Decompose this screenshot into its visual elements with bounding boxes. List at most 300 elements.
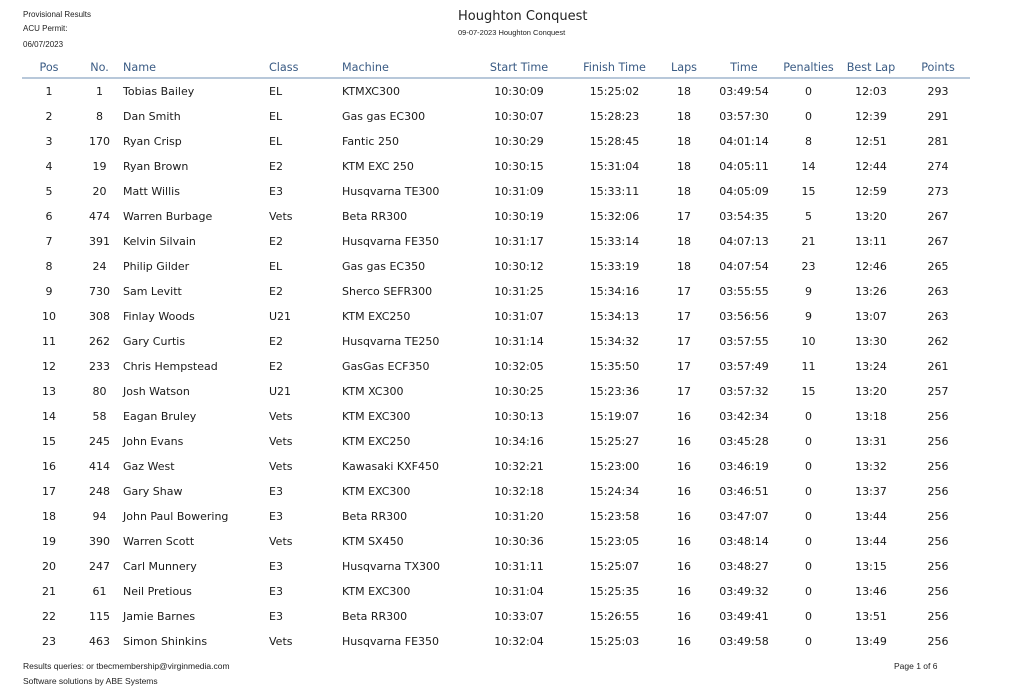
cell-best-lap: 13:18 [855,410,887,423]
cell-machine: GasGas ECF350 [342,360,430,373]
cell-number: 19 [92,160,107,173]
cell-points: 261 [927,360,949,373]
table-row [22,504,970,529]
cell-penalties: 11 [801,360,816,373]
column-header-time: Time [707,58,781,78]
cell-name: Chris Hempstead [123,360,218,373]
cell-start-time: 10:32:04 [494,635,544,648]
cell-start-time: 10:31:09 [494,185,544,198]
cell-laps: 18 [677,85,691,98]
cell-time: 04:07:54 [719,260,769,273]
cell-finish-time: 15:28:45 [589,135,640,148]
cell-name: Josh Watson [123,385,190,398]
cell-penalties: 0 [805,410,812,423]
cell-machine: KTM XC300 [342,385,404,398]
cell-name: Warren Burbage [123,210,213,223]
cell-points: 256 [927,460,949,473]
cell-best-lap: 13:51 [855,610,887,623]
cell-time: 03:49:58 [719,635,769,648]
cell-finish-time: 15:25:03 [589,635,640,648]
cell-time: 03:57:49 [719,360,769,373]
cell-best-lap: 13:20 [855,385,887,398]
cell-number: 308 [89,310,110,323]
cell-machine: KTM EXC300 [342,585,411,598]
cell-start-time: 10:33:07 [494,610,544,623]
column-header-name: Name [123,58,269,78]
cell-pos: 9 [45,285,53,298]
cell-class: U21 [269,310,292,323]
cell-best-lap: 13:30 [855,335,887,348]
cell-best-lap: 12:03 [855,85,887,98]
cell-number: 24 [92,260,107,273]
cell-class: Vets [269,410,293,423]
cell-machine: Beta RR300 [342,510,408,523]
cell-time: 03:48:14 [719,535,769,548]
cell-penalties: 0 [805,435,812,448]
cell-points: 256 [927,610,949,623]
cell-penalties: 0 [805,635,812,648]
cell-pos: 10 [42,310,56,323]
cell-time: 04:01:14 [719,135,769,148]
cell-number: 233 [89,360,110,373]
cell-number: 8 [96,110,103,123]
cell-name: John Paul Bowering [123,510,229,523]
cell-pos: 14 [42,410,56,423]
cell-name: Simon Shinkins [123,635,208,648]
cell-laps: 18 [677,110,691,123]
cell-pos: 8 [45,260,53,273]
table-row [22,104,970,129]
cell-points: 265 [927,260,949,273]
cell-finish-time: 15:34:16 [589,285,640,298]
cell-laps: 18 [677,235,691,248]
table-row [22,304,970,329]
cell-pos: 1 [45,85,53,98]
software-credit: Software solutions by ABE Systems [23,676,158,686]
column-header-penalties: Penalties [781,58,836,78]
cell-laps: 16 [677,535,691,548]
cell-finish-time: 15:25:27 [589,435,640,448]
cell-name: Sam Levitt [123,285,182,298]
cell-time: 04:07:13 [719,235,769,248]
table-row [22,229,970,254]
cell-name: John Evans [123,435,184,448]
cell-finish-time: 15:33:11 [589,185,640,198]
table-row [22,379,970,404]
cell-finish-time: 15:19:07 [589,410,640,423]
cell-pos: 22 [42,610,56,623]
cell-best-lap: 13:49 [855,635,887,648]
cell-best-lap: 13:44 [855,535,887,548]
cell-finish-time: 15:24:34 [589,485,640,498]
cell-finish-time: 15:25:35 [589,585,640,598]
cell-class: E3 [269,510,283,523]
cell-points: 256 [927,485,949,498]
cell-time: 03:46:51 [719,485,769,498]
cell-class: E3 [269,185,283,198]
cell-number: 20 [92,185,107,198]
cell-laps: 18 [677,185,691,198]
cell-penalties: 9 [805,285,812,298]
cell-pos: 15 [42,435,56,448]
cell-pos: 20 [42,560,56,573]
column-header-finish-time: Finish Time [568,58,661,78]
cell-start-time: 10:30:19 [494,210,544,223]
cell-points: 262 [927,335,949,348]
cell-time: 03:56:56 [719,310,769,323]
cell-machine: KTM EXC300 [342,485,411,498]
cell-number: 115 [89,610,110,623]
cell-best-lap: 13:15 [855,560,887,573]
cell-points: 256 [927,535,949,548]
cell-number: 170 [89,135,110,148]
cell-laps: 17 [677,385,691,398]
cell-pos: 7 [45,235,53,248]
table-row [22,129,970,154]
cell-laps: 16 [677,585,691,598]
cell-penalties: 0 [805,535,812,548]
cell-best-lap: 13:44 [855,510,887,523]
table-row [22,279,970,304]
cell-class: E3 [269,560,283,573]
cell-machine: Gas gas EC300 [342,110,426,123]
cell-start-time: 10:30:07 [494,110,544,123]
cell-machine: Gas gas EC350 [342,260,426,273]
cell-finish-time: 15:34:32 [589,335,640,348]
cell-start-time: 10:32:21 [494,460,544,473]
event-subtitle: 09-07-2023 Houghton Conquest [458,28,566,37]
cell-number: 80 [92,385,107,398]
cell-finish-time: 15:31:04 [589,160,640,173]
column-header-start-time: Start Time [470,58,568,78]
cell-laps: 16 [677,410,691,423]
cell-start-time: 10:31:11 [494,560,544,573]
cell-time: 04:05:11 [719,160,769,173]
cell-start-time: 10:32:05 [494,360,544,373]
cell-machine: Sherco SEFR300 [342,285,433,298]
cell-best-lap: 12:39 [855,110,887,123]
cell-pos: 17 [42,485,56,498]
cell-class: E3 [269,585,283,598]
results-table [22,58,970,654]
table-row [22,454,970,479]
cell-number: 463 [89,635,110,648]
cell-pos: 6 [45,210,53,223]
cell-time: 03:42:34 [719,410,769,423]
cell-time: 03:54:35 [719,210,769,223]
cell-name: Eagan Bruley [123,410,197,423]
cell-time: 03:49:32 [719,585,769,598]
cell-name: Gary Curtis [123,335,186,348]
cell-penalties: 23 [801,260,816,273]
cell-class: EL [269,135,283,148]
cell-start-time: 10:31:25 [494,285,544,298]
cell-best-lap: 12:44 [855,160,887,173]
cell-penalties: 0 [805,85,812,98]
table-row [22,554,970,579]
table-row [22,254,970,279]
cell-pos: 21 [42,585,56,598]
cell-time: 03:45:28 [719,435,769,448]
column-header-machine: Machine [342,58,470,78]
cell-time: 03:47:07 [719,510,769,523]
cell-laps: 16 [677,560,691,573]
cell-best-lap: 12:51 [855,135,887,148]
cell-points: 293 [927,85,949,98]
column-header-class: Class [269,58,342,78]
cell-machine: Husqvarna FE350 [342,235,440,248]
cell-time: 04:05:09 [719,185,769,198]
cell-machine: Kawasaki KXF450 [342,460,439,473]
table-row [22,354,970,379]
page-number: Page 1 of 6 [894,661,938,671]
cell-name: Gaz West [123,460,175,473]
cell-penalties: 15 [801,185,816,198]
cell-start-time: 10:30:12 [494,260,544,273]
cell-finish-time: 15:25:07 [589,560,640,573]
table-row [22,429,970,454]
cell-time: 03:46:19 [719,460,769,473]
cell-finish-time: 15:23:00 [589,460,640,473]
cell-class: EL [269,85,283,98]
cell-machine: KTM EXC 250 [342,160,414,173]
table-row [22,479,970,504]
cell-time: 03:57:55 [719,335,769,348]
cell-start-time: 10:31:20 [494,510,544,523]
table-row [22,329,970,354]
cell-start-time: 10:31:14 [494,335,544,348]
cell-start-time: 10:30:15 [494,160,544,173]
cell-name: Carl Munnery [123,560,197,573]
cell-class: Vets [269,435,293,448]
cell-finish-time: 15:35:50 [589,360,640,373]
table-row [22,529,970,554]
cell-penalties: 0 [805,585,812,598]
cell-finish-time: 15:23:36 [589,385,640,398]
acu-permit-label: ACU Permit: [23,24,68,33]
cell-name: Neil Pretious [123,585,192,598]
cell-best-lap: 13:46 [855,585,887,598]
cell-number: 58 [92,410,107,423]
cell-time: 03:57:32 [719,385,769,398]
cell-pos: 16 [42,460,56,473]
cell-laps: 17 [677,285,691,298]
cell-points: 281 [927,135,949,148]
cell-name: Matt Willis [123,185,180,198]
cell-class: E2 [269,235,283,248]
cell-penalties: 0 [805,460,812,473]
cell-time: 03:48:27 [719,560,769,573]
cell-number: 390 [89,535,110,548]
cell-start-time: 10:30:29 [494,135,544,148]
cell-points: 263 [927,285,949,298]
cell-machine: KTM SX450 [342,535,404,548]
cell-penalties: 0 [805,510,812,523]
cell-time: 03:49:54 [719,85,769,98]
cell-best-lap: 13:20 [855,210,887,223]
cell-number: 248 [89,485,110,498]
cell-start-time: 10:30:25 [494,385,544,398]
cell-number: 245 [89,435,110,448]
cell-machine: Fantic 250 [342,135,399,148]
cell-laps: 16 [677,485,691,498]
column-header-laps: Laps [661,58,707,78]
cell-best-lap: 13:31 [855,435,887,448]
cell-best-lap: 13:37 [855,485,887,498]
results-queries-text: Results queries: or tbecmembership@virginmedia.com [23,661,230,671]
cell-penalties: 0 [805,610,812,623]
cell-laps: 16 [677,460,691,473]
cell-number: 730 [89,285,110,298]
report-date: 06/07/2023 [23,40,64,49]
cell-start-time: 10:30:13 [494,410,544,423]
cell-class: Vets [269,635,293,648]
cell-laps: 16 [677,435,691,448]
cell-start-time: 10:30:09 [494,85,544,98]
cell-class: E2 [269,160,283,173]
cell-pos: 18 [42,510,56,523]
cell-best-lap: 13:07 [855,310,887,323]
cell-finish-time: 15:33:14 [589,235,640,248]
cell-pos: 19 [42,535,56,548]
table-row [22,78,970,104]
cell-points: 273 [927,185,949,198]
cell-points: 256 [927,435,949,448]
cell-name: Gary Shaw [123,485,183,498]
cell-class: EL [269,260,283,273]
cell-penalties: 14 [801,160,816,173]
cell-number: 474 [89,210,110,223]
cell-points: 291 [927,110,949,123]
cell-points: 267 [927,210,949,223]
cell-best-lap: 13:24 [855,360,887,373]
cell-machine: Beta RR300 [342,210,408,223]
cell-points: 256 [927,510,949,523]
cell-machine: Husqvarna TX300 [342,560,440,573]
cell-pos: 3 [45,135,53,148]
cell-pos: 23 [42,635,56,648]
cell-time: 03:55:55 [719,285,769,298]
cell-finish-time: 15:25:02 [589,85,640,98]
cell-name: Tobias Bailey [123,85,195,98]
column-header-points: Points [906,58,970,78]
cell-class: Vets [269,210,293,223]
cell-points: 256 [927,585,949,598]
cell-best-lap: 12:46 [855,260,887,273]
cell-penalties: 0 [805,110,812,123]
cell-finish-time: 15:23:58 [589,510,640,523]
cell-number: 94 [92,510,107,523]
cell-machine: Husqvarna FE350 [342,635,440,648]
cell-points: 257 [927,385,949,398]
column-header-pos: Pos [22,58,76,78]
cell-points: 256 [927,410,949,423]
cell-laps: 18 [677,135,691,148]
cell-penalties: 0 [805,560,812,573]
cell-machine: KTM EXC250 [342,435,411,448]
cell-start-time: 10:30:36 [494,535,544,548]
cell-name: Philip Gilder [123,260,190,273]
column-header-best-lap: Best Lap [836,58,906,78]
cell-number: 391 [89,235,110,248]
cell-laps: 16 [677,635,691,648]
cell-time: 03:57:30 [719,110,769,123]
cell-class: E2 [269,285,283,298]
cell-best-lap: 12:59 [855,185,887,198]
cell-class: E2 [269,360,283,373]
cell-laps: 17 [677,210,691,223]
cell-machine: KTM EXC300 [342,410,411,423]
cell-points: 256 [927,560,949,573]
cell-name: Kelvin Silvain [123,235,196,248]
table-header-row [22,58,970,78]
cell-class: Vets [269,535,293,548]
cell-class: E2 [269,335,283,348]
cell-pos: 5 [45,185,53,198]
cell-laps: 16 [677,610,691,623]
cell-machine: Husqvarna TE250 [342,335,440,348]
cell-finish-time: 15:26:55 [589,610,640,623]
cell-penalties: 21 [801,235,816,248]
cell-laps: 18 [677,260,691,273]
cell-machine: Husqvarna TE300 [342,185,440,198]
table-row [22,604,970,629]
cell-best-lap: 13:32 [855,460,887,473]
cell-best-lap: 13:26 [855,285,887,298]
cell-finish-time: 15:33:19 [589,260,640,273]
cell-machine: Beta RR300 [342,610,408,623]
cell-pos: 13 [42,385,56,398]
cell-machine: KTM EXC250 [342,310,411,323]
cell-start-time: 10:31:17 [494,235,544,248]
cell-name: Warren Scott [123,535,195,548]
cell-points: 267 [927,235,949,248]
cell-name: Dan Smith [123,110,181,123]
cell-number: 247 [89,560,110,573]
cell-points: 274 [927,160,949,173]
table-row [22,204,970,229]
cell-pos: 2 [45,110,53,123]
cell-finish-time: 15:32:06 [589,210,640,223]
cell-name: Ryan Crisp [123,135,182,148]
cell-start-time: 10:32:18 [494,485,544,498]
cell-finish-time: 15:28:23 [589,110,640,123]
cell-laps: 17 [677,360,691,373]
cell-penalties: 8 [805,135,812,148]
cell-pos: 4 [45,160,53,173]
cell-class: EL [269,110,283,123]
cell-best-lap: 13:11 [855,235,887,248]
cell-penalties: 9 [805,310,812,323]
cell-number: 1 [96,85,103,98]
cell-penalties: 15 [801,385,816,398]
table-row [22,404,970,429]
table-row [22,629,970,654]
cell-start-time: 10:31:07 [494,310,544,323]
cell-class: E3 [269,610,283,623]
cell-finish-time: 15:23:05 [589,535,640,548]
cell-class: E3 [269,485,283,498]
cell-penalties: 5 [805,210,812,223]
cell-name: Finlay Woods [123,310,195,323]
cell-name: Jamie Barnes [123,610,196,623]
cell-number: 414 [89,460,110,473]
event-title: Houghton Conquest [458,9,588,24]
cell-laps: 16 [677,510,691,523]
cell-laps: 17 [677,310,691,323]
table-row [22,579,970,604]
cell-finish-time: 15:34:13 [589,310,640,323]
